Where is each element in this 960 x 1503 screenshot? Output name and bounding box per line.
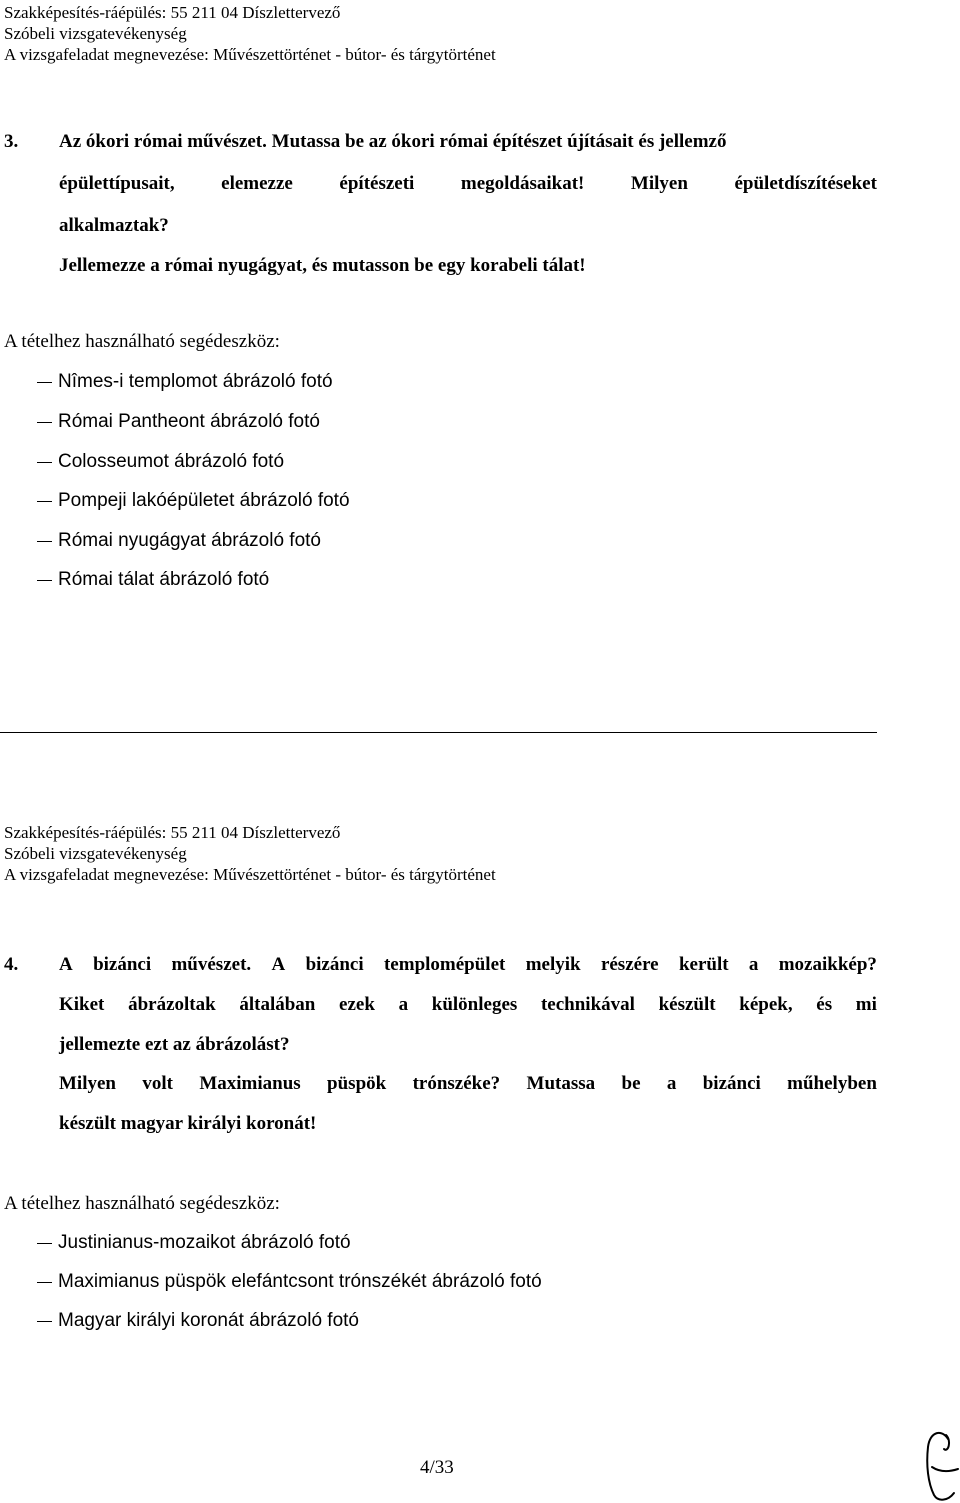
header-task-name: A vizsgafeladat megnevezése: Művészettörténet - bútor- és tárgytörténet bbox=[4, 865, 496, 884]
question-text-line: jellemezte ezt az ábrázolást? bbox=[59, 1034, 290, 1055]
word: építészeti bbox=[339, 173, 415, 194]
question-number: 4. bbox=[4, 954, 19, 975]
word: püspök bbox=[327, 1073, 387, 1094]
word: a bbox=[398, 994, 409, 1015]
aid-label: Maximianus püspök elefántcsont trónszékét ábrázoló fotó bbox=[58, 1271, 542, 1292]
word: technikával bbox=[540, 994, 635, 1015]
word: ezek bbox=[339, 994, 375, 1015]
dash-icon bbox=[37, 501, 52, 502]
word: elemezze bbox=[221, 173, 293, 194]
word: A bbox=[59, 954, 73, 975]
question-text-line bbox=[59, 954, 877, 976]
aid-item bbox=[37, 1232, 351, 1254]
aid-item bbox=[37, 451, 284, 473]
word: képek, bbox=[739, 994, 793, 1015]
word: épülettípusait, bbox=[59, 173, 175, 194]
aid-item bbox=[37, 371, 333, 393]
word: mi bbox=[855, 994, 877, 1015]
word: melyik bbox=[525, 954, 581, 975]
word: bizánci bbox=[702, 1073, 761, 1094]
word: a bbox=[748, 954, 759, 975]
aid-label: Nîmes-i templomot ábrázoló fotó bbox=[58, 371, 333, 392]
word: került bbox=[678, 954, 729, 975]
header-activity: Szóbeli vizsgatevékenység bbox=[4, 844, 187, 863]
word: bizánci bbox=[93, 954, 152, 975]
aids-heading: A tételhez használható segédeszköz: bbox=[4, 331, 280, 352]
aid-item bbox=[37, 1310, 359, 1332]
dash-icon bbox=[37, 1282, 52, 1283]
word: a bbox=[666, 1073, 677, 1094]
word: ábrázoltak bbox=[128, 994, 216, 1015]
word: műhelyben bbox=[787, 1073, 877, 1094]
header-activity: Szóbeli vizsgatevékenység bbox=[4, 24, 187, 43]
question-number: 3. bbox=[4, 131, 19, 152]
aid-label: Pompeji lakóépületet ábrázoló fotó bbox=[58, 490, 350, 511]
page-number: 4/33 bbox=[420, 1457, 454, 1478]
aid-item bbox=[37, 530, 321, 552]
aid-label: Colosseumot ábrázoló fotó bbox=[58, 451, 285, 472]
dash-icon bbox=[37, 541, 52, 542]
word: készült bbox=[658, 994, 716, 1015]
word: általában bbox=[239, 994, 316, 1015]
dash-icon bbox=[37, 382, 52, 383]
header-qualification: Szakképesítés-ráépülés: 55 211 04 Díszlettervező bbox=[4, 823, 341, 842]
word: megoldásaikat! bbox=[460, 173, 585, 194]
aid-item bbox=[37, 569, 269, 591]
aid-label: Magyar királyi koronát ábrázoló fotó bbox=[58, 1310, 359, 1331]
dash-icon bbox=[37, 1321, 52, 1322]
signature-icon bbox=[918, 1425, 960, 1503]
word: volt bbox=[142, 1073, 173, 1094]
word: templomépület bbox=[383, 954, 506, 975]
word: mozaikkép? bbox=[778, 954, 877, 975]
aid-label: Justinianus-mozaikot ábrázoló fotó bbox=[58, 1232, 351, 1253]
aid-label: Római tálat ábrázoló fotó bbox=[58, 569, 270, 590]
word: Kiket bbox=[59, 994, 105, 1015]
word: A bbox=[271, 954, 286, 975]
header-qualification: Szakképesítés-ráépülés: 55 211 04 Díszlettervező bbox=[4, 3, 341, 22]
aid-label: Római nyugágyat ábrázoló fotó bbox=[58, 530, 321, 551]
question-text-line: Jellemezze a római nyugágyat, és mutasson be egy korabeli tálat! bbox=[59, 255, 586, 276]
question-text-line: készült magyar királyi koronát! bbox=[59, 1113, 317, 1134]
question-text-line: Az ókori római művészet. Mutassa be az ókori római építészet újításait és jellemző bbox=[59, 131, 727, 152]
word: épületdíszítéseket bbox=[734, 173, 877, 194]
aid-item bbox=[37, 411, 320, 433]
word: Milyen bbox=[630, 173, 688, 194]
word: különleges bbox=[431, 994, 518, 1015]
question-text-line bbox=[59, 994, 877, 1016]
dash-icon bbox=[37, 462, 52, 463]
aid-label: Római Pantheont ábrázoló fotó bbox=[58, 411, 320, 432]
page-header bbox=[4, 822, 496, 885]
word: Milyen bbox=[59, 1073, 116, 1094]
question-text-line bbox=[59, 173, 877, 195]
dash-icon bbox=[37, 1243, 52, 1244]
word: művészet. bbox=[171, 954, 252, 975]
word: trónszéke? bbox=[412, 1073, 501, 1094]
aids-heading: A tételhez használható segédeszköz: bbox=[4, 1193, 280, 1214]
word: Maximianus bbox=[199, 1073, 301, 1094]
question-3 bbox=[4, 131, 877, 291]
aid-item bbox=[37, 490, 350, 512]
section-divider bbox=[0, 732, 877, 733]
word: be bbox=[621, 1073, 641, 1094]
page-header bbox=[4, 2, 496, 65]
question-text-line: alkalmaztak? bbox=[59, 215, 169, 236]
word: részére bbox=[600, 954, 659, 975]
dash-icon bbox=[37, 580, 52, 581]
aid-item bbox=[37, 1271, 542, 1293]
word: és bbox=[816, 994, 833, 1015]
header-task-name: A vizsgafeladat megnevezése: Művészettörténet - bútor- és tárgytörténet bbox=[4, 45, 496, 64]
question-text-line bbox=[59, 1073, 877, 1095]
dash-icon bbox=[37, 422, 52, 423]
question-4 bbox=[4, 954, 877, 1144]
word: Mutassa bbox=[526, 1073, 596, 1094]
word: bizánci bbox=[305, 954, 364, 975]
